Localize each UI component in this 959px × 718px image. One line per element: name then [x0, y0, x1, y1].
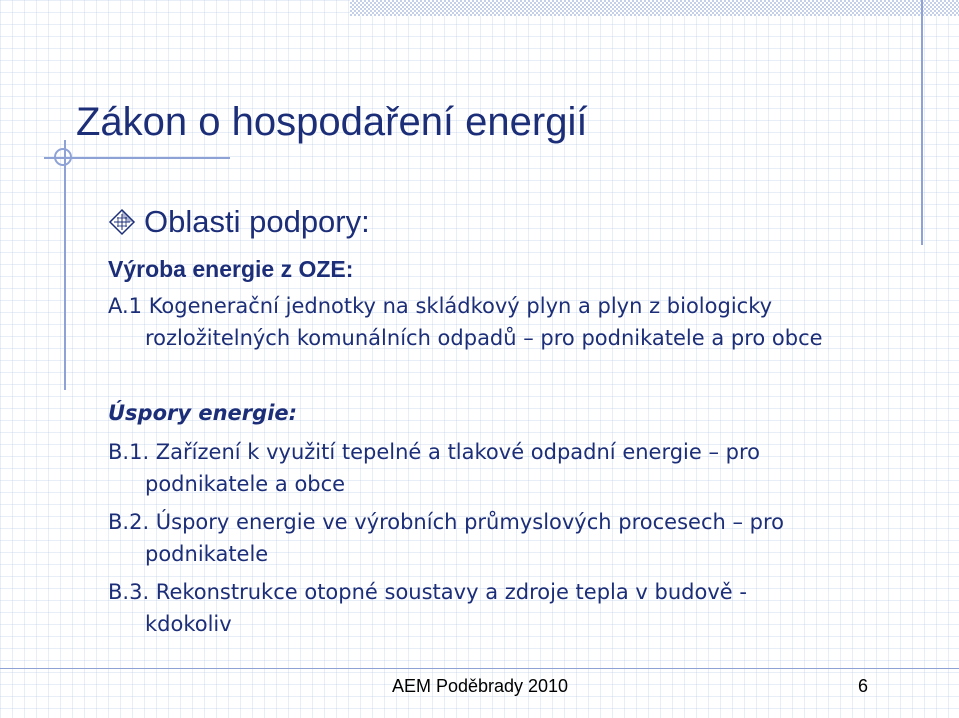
- footer-text: AEM Poděbrady 2010: [391, 676, 569, 696]
- list-item-continuation: kdokoliv: [145, 612, 232, 636]
- slide-number: 6: [858, 676, 869, 696]
- footer-divider: [0, 668, 959, 669]
- list-item-continuation: podnikatele a obce: [145, 472, 346, 496]
- list-item-continuation: podnikatele: [145, 542, 269, 566]
- list-item-b3: [108, 576, 747, 640]
- bullet-text: Oblasti podpory:: [144, 204, 370, 239]
- section-heading-savings: Úspory energie:: [108, 401, 298, 425]
- list-item-line: B.2. Úspory energie ve výrobních průmyslových procesech – pro: [108, 510, 784, 534]
- list-item-b1: [108, 436, 760, 500]
- list-item-line: B.3. Rekonstrukce otopné soustavy a zdroje tepla v budově -: [108, 580, 747, 604]
- diamond-bullet-icon: [108, 208, 136, 236]
- decorative-vertical-line-right: [921, 0, 923, 245]
- decorative-ring: [54, 148, 72, 166]
- header-checker-pattern: [350, 0, 959, 16]
- list-item-line: A.1 Kogenerační jednotky na skládkový plyn a plyn z biologicky: [108, 294, 773, 318]
- list-item-b2: [108, 506, 784, 570]
- section-heading-production: Výroba energie z OZE:: [108, 256, 354, 282]
- list-item-continuation: rozložitelných komunálních odpadů – pro podnikatele a pro obce: [145, 326, 823, 350]
- list-item-line: B.1. Zařízení k využití tepelné a tlakové odpadní energie – pro: [108, 440, 761, 464]
- slide-title: Zákon o hospodaření energií: [76, 100, 588, 144]
- list-item-a1: [108, 290, 823, 354]
- bullet-oblasti-podpory: [108, 202, 370, 242]
- decorative-vertical-line-left: [64, 140, 66, 390]
